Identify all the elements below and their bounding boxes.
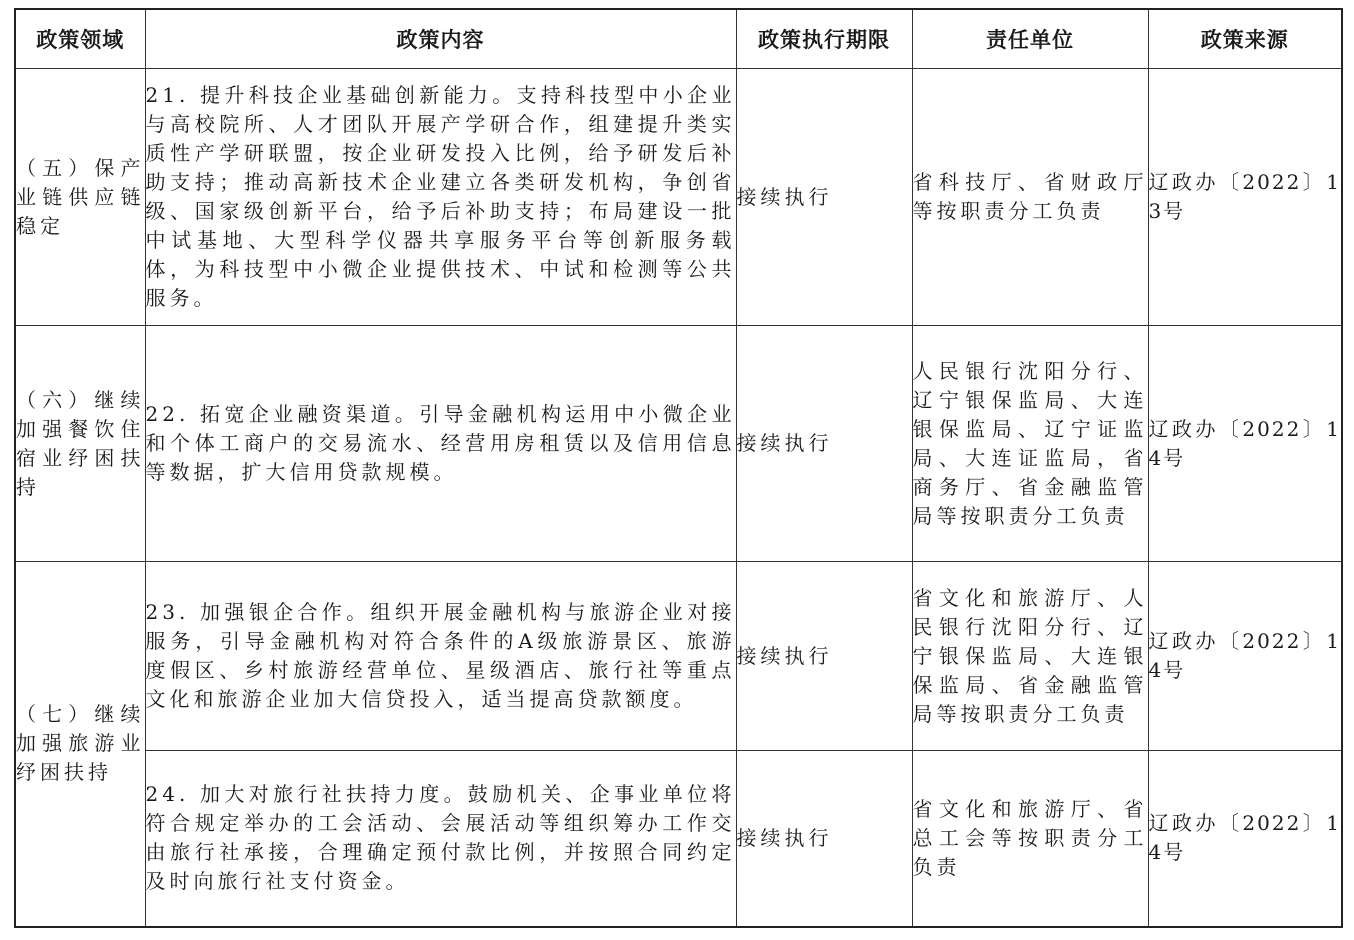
header-period: 政策执行期限 xyxy=(736,9,912,69)
domain-cell: （六）继续加强餐饮住宿业纾困扶持 xyxy=(15,326,145,562)
domain-cell: （五）保产业链供应链稳定 xyxy=(15,69,145,326)
unit-cell: 人民银行沈阳分行、辽宁银保监局、大连银保监局、辽宁证监局、大连证监局，省商务厅、省金融监管局等按职责分工负责 xyxy=(912,326,1148,562)
table-row xyxy=(15,69,1342,326)
header-source: 政策来源 xyxy=(1148,9,1342,69)
source-cell: 辽政办〔2022〕14号 xyxy=(1148,751,1342,927)
period-cell: 接续执行 xyxy=(736,326,912,562)
table-row xyxy=(15,326,1342,562)
content-cell: 21. 提升科技企业基础创新能力。支持科技型中小企业与高校院所、人才团队开展产学研合作，组建提升类实质性产学研联盟，按企业研发投入比例，给予研发后补助支持；推动高新技术企业建立各类研发机构，争创省级、国家级创新平台，给予后补助支持；布局建设一批中试基地、大型科学仪器共享服务平台等创新服务载体，为科技型中小微企业提供技术、中试和检测等公共服务。 xyxy=(145,69,736,326)
content-cell: 22. 拓宽企业融资渠道。引导金融机构运用中小微企业和个体工商户的交易流水、经营用房租赁以及信用信息等数据，扩大信用贷款规模。 xyxy=(145,326,736,562)
header-row xyxy=(15,9,1342,69)
period-cell: 接续执行 xyxy=(736,69,912,326)
policy-table xyxy=(14,8,1343,928)
source-cell: 辽政办〔2022〕14号 xyxy=(1148,562,1342,751)
unit-cell: 省科技厅、省财政厅等按职责分工负责 xyxy=(912,69,1148,326)
domain-cell: （七）继续加强旅游业纾困扶持 xyxy=(15,562,145,927)
unit-cell: 省文化和旅游厅、人民银行沈阳分行、辽宁银保监局、大连银保监局、省金融监管局等按职责分工负责 xyxy=(912,562,1148,751)
header-domain: 政策领域 xyxy=(15,9,145,69)
period-cell: 接续执行 xyxy=(736,562,912,751)
content-cell: 23. 加强银企合作。组织开展金融机构与旅游企业对接服务，引导金融机构对符合条件的A级旅游景区、旅游度假区、乡村旅游经营单位、星级酒店、旅行社等重点文化和旅游企业加大信贷投入，适当提高贷款额度。 xyxy=(145,562,736,751)
table-row xyxy=(15,562,1342,751)
unit-cell: 省文化和旅游厅、省总工会等按职责分工负责 xyxy=(912,751,1148,927)
header-unit: 责任单位 xyxy=(912,9,1148,69)
table-row xyxy=(15,751,1342,927)
header-content: 政策内容 xyxy=(145,9,736,69)
period-cell: 接续执行 xyxy=(736,751,912,927)
source-cell: 辽政办〔2022〕13号 xyxy=(1148,69,1342,326)
content-cell: 24. 加大对旅行社扶持力度。鼓励机关、企事业单位将符合规定举办的工会活动、会展活动等组织筹办工作交由旅行社承接，合理确定预付款比例，并按照合同约定及时向旅行社支付资金。 xyxy=(145,751,736,927)
source-cell: 辽政办〔2022〕14号 xyxy=(1148,326,1342,562)
